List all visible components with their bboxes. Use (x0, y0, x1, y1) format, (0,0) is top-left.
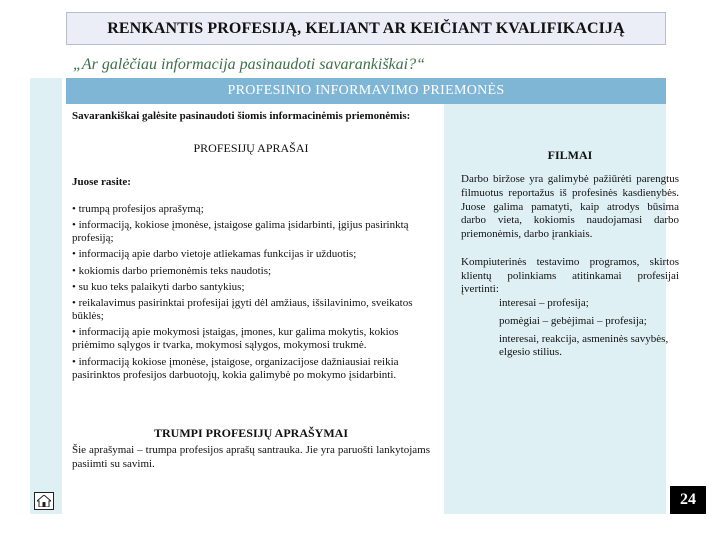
list-item: • informaciją apie mokymosi įstaigas, įmones, kur galima mokytis, kokios priėmimo sąlygos ir tvarka, mokymosi sąlygos, mokymosi trukmė. (72, 326, 399, 352)
home-icon (37, 495, 51, 507)
list-item: • informaciją kokiose įmonėse, įstaigose, organizacijose dažniausiai reikia pasirinktos profesijos darbuotojų, kokia galimybė po mokymo įsidarbinti. (72, 355, 399, 381)
list-item: pomėgiai – gebėjimai – profesija; (499, 314, 647, 327)
list-item: • kokiomis darbo priemonėmis teks naudotis; (72, 264, 272, 277)
filmai-paragraph: Darbo biržose yra galimybė pažiūrėti parengtus filmuotus reportažus iš profesinės kasdienybės. Juose galima pamatyti, kaip atrodys būsima darbo vieta, kokiomis naudojamasi darbo priemonėmis, darbo įrankiais. (461, 173, 679, 240)
section-title: PROFESINIO INFORMAVIMO PRIEMONĖS (227, 83, 505, 98)
trumpi-aprasymai-heading: TRUMPI PROFESIJŲ APRAŠYMAI (153, 426, 348, 440)
list-item: • su kuo teks palaikyti darbo santykius; (72, 280, 245, 293)
trumpi-aprasymai-text: Šie aprašymai – trumpa profesijos aprašų santrauka. Jie yra paruošti lankytojams pasiimti su savimi. (72, 444, 430, 470)
page-number: 24 (670, 486, 706, 514)
list-item: interesai – profesija; (499, 297, 589, 309)
section-title-bar (66, 78, 666, 104)
home-button[interactable] (34, 492, 54, 510)
testing-paragraph: Kompiuterinės testavimo programos, skirtos klientų polinkiams atitinkamai profesijai įvertinti: (461, 255, 679, 296)
right-column (461, 148, 679, 364)
page-title-text: RENKANTIS PROFESIJĄ, KELIANT AR KEIČIANT KVALIFIKACIJĄ (107, 19, 625, 37)
page-title (66, 12, 666, 45)
juose-rasite-label: Juose rasite: (72, 175, 131, 188)
bullet-list (72, 203, 430, 382)
filmai-heading: FILMAI (547, 148, 593, 162)
profesiju-aprasai-heading: PROFESIJŲ APRAŠAI (193, 141, 309, 156)
list-item: • trumpą profesijos aprašymą; (72, 202, 204, 215)
left-column (72, 110, 430, 385)
list-item: • informaciją apie darbo vietoje atliekamas funkcijas ir užduotis; (72, 248, 357, 261)
intro-text: Savarankiškai galėsite pasinaudoti šiomis informacinėmis priemonėmis: (72, 110, 411, 122)
list-item: interesai, reakcija, asmeninės savybės, elgesio stilius. (499, 332, 669, 359)
question-text: „Ar galėčiau informacija pasinaudoti savarankiškai?“ (73, 56, 425, 73)
left-decorative-strip (30, 78, 62, 514)
list-item: • reikalavimus pasirinktai profesijai įgyti dėl amžiaus, išsilavinimo, sveikatos būklės; (72, 296, 413, 323)
list-item: • informaciją, kokiose įmonėse, įstaigose galima įsidarbinti, įgijus pasirinktą profesiją; (72, 218, 409, 245)
criteria-list (499, 297, 679, 360)
